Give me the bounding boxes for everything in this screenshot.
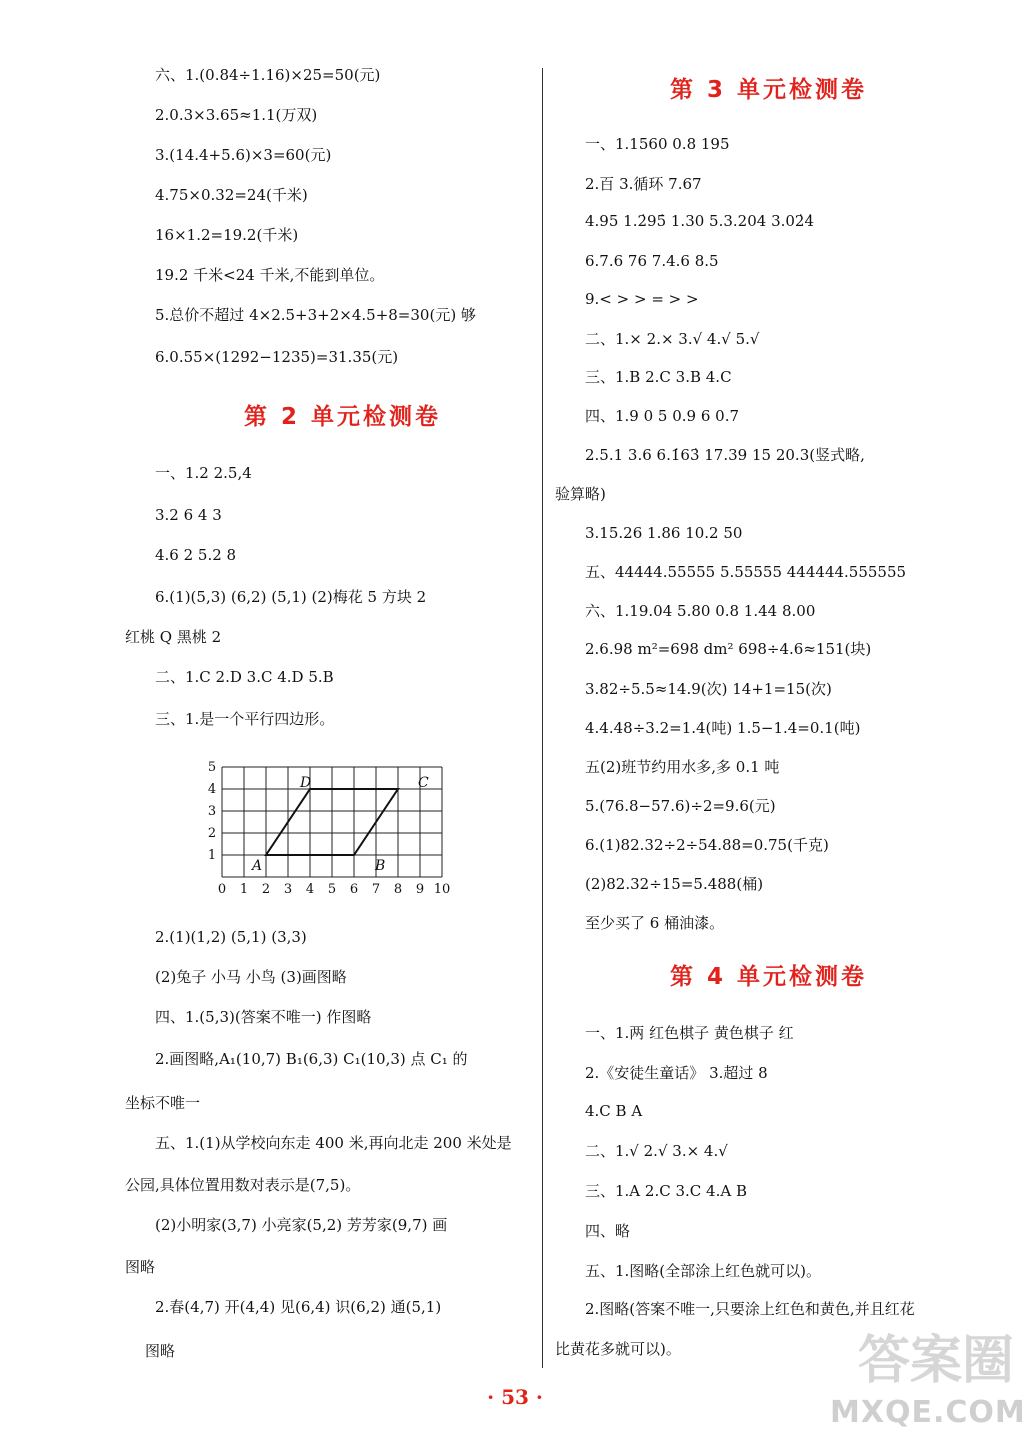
point-label-c: C <box>418 775 429 791</box>
answer-line: 19.2 千米<24 千米,不能到单位。 <box>155 266 385 284</box>
answer-line: 6.7.6 76 7.4.6 8.5 <box>585 252 719 270</box>
answer-line: 6.(1)82.32÷2÷54.88=0.75(千克) <box>585 836 829 854</box>
unit2-title: 第 2 单元检测卷 <box>244 404 442 430</box>
parallelogram-grid-figure <box>205 758 455 898</box>
y-tick: 5 <box>207 760 217 775</box>
answer-line: 二、1.√ 2.√ 3.× 4.√ <box>585 1142 728 1160</box>
answer-line: 5.总价不超过 4×2.5+3+2×4.5+8=30(元) 够 <box>155 306 476 324</box>
answer-line: 3.(14.4+5.6)×3=60(元) <box>155 146 332 164</box>
answer-line: 4.75×0.32=24(千米) <box>155 186 308 204</box>
answer-line: 6.(1)(5,3) (6,2) (5,1) (2)梅花 5 方块 2 <box>155 588 427 606</box>
answer-line: 三、1.A 2.C 3.C 4.A B <box>585 1182 747 1200</box>
answer-line: 公园,具体位置用数对表示是(7,5)。 <box>125 1176 361 1194</box>
x-tick: 8 <box>393 882 403 897</box>
answer-line: 2.图略(答案不唯一,只要涂上红色和黄色,并且红花 <box>585 1300 915 1318</box>
x-tick: 5 <box>327 882 337 897</box>
answer-line: 一、1.1560 0.8 195 <box>585 135 730 153</box>
point-label-d: D <box>300 775 312 791</box>
answer-line: 二、1.× 2.× 3.√ 4.√ 5.√ <box>585 330 760 348</box>
answer-line: 坐标不唯一 <box>125 1094 201 1112</box>
answer-line: 4.95 1.2̇95̇ 1.30 5.3.204 3.02̇4̇ <box>585 212 815 230</box>
answer-line: 图略 <box>145 1342 176 1360</box>
x-tick: 9 <box>415 882 425 897</box>
x-tick: 7 <box>371 882 381 897</box>
answer-line: (2)兔子 小马 小鸟 (3)画图略 <box>155 968 347 986</box>
answer-line: 一、1.2 2.5,4 <box>155 464 252 482</box>
page-number: · 53 · <box>487 1385 543 1409</box>
answer-line: 四、1.(5,3)(答案不唯一) 作图略 <box>155 1008 372 1026</box>
answer-line: 六、1.(0.84÷1.16)×25=50(元) <box>155 66 381 84</box>
column-divider <box>542 68 543 1368</box>
answer-line: 四、略 <box>585 1222 631 1240</box>
answer-line: 五、1.(1)从学校向东走 400 米,再向北走 200 米处是 <box>155 1134 512 1152</box>
answer-line: 比黄花多就可以)。 <box>555 1340 681 1358</box>
answer-line: (2)82.32÷15=5.488(桶) <box>585 875 764 893</box>
answer-line: 至少买了 6 桶油漆。 <box>585 914 725 932</box>
answer-line: 5.(76.8−57.6)÷2=9.6(元) <box>585 797 776 815</box>
x-tick: 2 <box>261 882 271 897</box>
answer-line: 图略 <box>125 1258 156 1276</box>
answer-line: 2.6.98 m²=698 dm² 698÷4.6≈151(块) <box>585 640 872 658</box>
x-tick: 3 <box>283 882 293 897</box>
answer-line: 2.春(4,7) 开(4,4) 见(6,4) 识(6,2) 通(5,1) <box>155 1298 442 1316</box>
answer-line: 一、1.两 红色棋子 黄色棋子 红 <box>585 1024 794 1042</box>
answer-line: 三、1.是一个平行四边形。 <box>155 710 335 728</box>
answer-line: 五、1.图略(全部涂上红色就可以)。 <box>585 1262 822 1280</box>
y-tick: 4 <box>207 782 217 797</box>
answer-line: 4.C B A <box>585 1102 643 1120</box>
watermark-site: MXQE.COM <box>830 1395 1026 1430</box>
answer-line: 9.< > > = > > <box>585 290 699 308</box>
answer-line: 4.6 2 5.2 8 <box>155 546 237 564</box>
answer-line: 2.画图略,A₁(10,7) B₁(6,3) C₁(10,3) 点 C₁ 的 <box>155 1050 468 1068</box>
answer-line: 五、44444.55555 5.55555 444444.555555 <box>585 563 907 581</box>
point-label-b: B <box>375 858 386 874</box>
answer-line: 二、1.C 2.D 3.C 4.D 5.B <box>155 668 334 686</box>
x-tick: 4 <box>305 882 315 897</box>
answer-line: (2)小明家(3,7) 小亮家(5,2) 芳芳家(9,7) 画 <box>155 1216 448 1234</box>
answer-line: 四、1.9 0 5 0.9 6 0.7 <box>585 407 740 425</box>
answer-line: 4.4.48÷3.2=1.4(吨) 1.5−1.4=0.1(吨) <box>585 719 861 737</box>
answer-line: 3.15.26 1.86 10.2 50 <box>585 524 743 542</box>
unit3-title: 第 3 单元检测卷 <box>670 77 868 103</box>
x-tick: 1 <box>239 882 249 897</box>
y-tick: 3 <box>207 804 217 819</box>
answer-line: 2.《安徒生童话》 3.超过 8 <box>585 1064 768 1082</box>
answer-line: 3.2 6 4 3 <box>155 506 222 524</box>
answer-line: 三、1.B 2.C 3.B 4.C <box>585 368 732 386</box>
watermark-logo: 答案圈 <box>858 1331 1015 1391</box>
y-tick: 1 <box>207 848 217 863</box>
answer-line: 16×1.2=19.2(千米) <box>155 226 299 244</box>
point-label-a: A <box>252 858 263 874</box>
x-tick: 6 <box>349 882 359 897</box>
answer-line: 2.(1)(1,2) (5,1) (3,3) <box>155 928 307 946</box>
answer-line: 红桃 Q 黑桃 2 <box>125 628 222 646</box>
answer-line: 2.百 3.循环 7.67 <box>585 175 702 193</box>
y-tick: 2 <box>207 826 217 841</box>
answer-line: 2.0.3×3.65≈1.1(万双) <box>155 106 318 124</box>
answer-line: 2.5.1 3.6 6.1̇63̇ 17.39 15 20.3(竖式略, <box>585 446 865 464</box>
answer-line: 3.82÷5.5≈14.9(次) 14+1=15(次) <box>585 680 832 698</box>
answer-line: 6.0.55×(1292−1235)=31.35(元) <box>155 348 399 366</box>
answer-line: 六、1.19.04 5.80 0.8 1.44 8.00 <box>585 602 816 620</box>
unit4-title: 第 4 单元检测卷 <box>670 964 868 990</box>
answer-line: 五(2)班节约用水多,多 0.1 吨 <box>585 758 780 776</box>
x-tick: 0 <box>217 882 227 897</box>
x-tick: 10 <box>433 882 451 897</box>
answer-line: 验算略) <box>555 485 606 503</box>
